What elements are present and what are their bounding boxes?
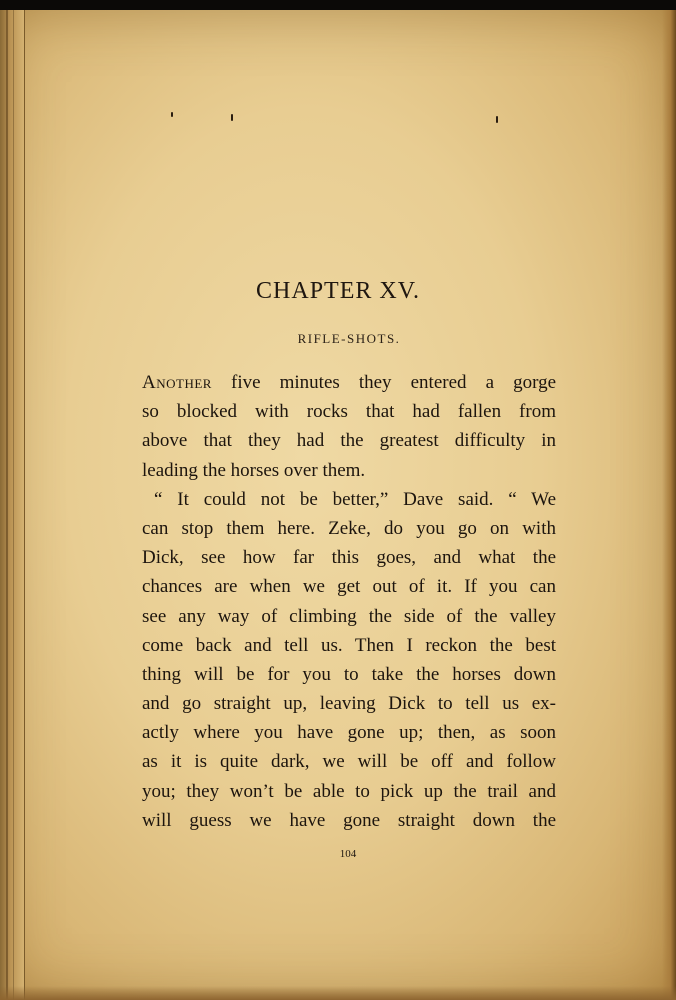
ink-speck <box>496 116 498 123</box>
text-line: Dick, see how far this goes, and what the <box>142 547 556 569</box>
text-line-content: five minutes they entered a gorge <box>211 372 556 393</box>
text-line: thing will be for you to take the horses down <box>142 663 556 685</box>
text-line: actly where you have gone up; then, as soon <box>142 722 556 744</box>
text-line: leading the horses over them. <box>142 459 366 481</box>
text-line: so blocked with rocks that had fallen from <box>142 401 556 423</box>
text-line: can stop them here. Zeke, do you go on with <box>142 517 556 539</box>
page-number: 104 <box>339 848 357 860</box>
text-line: “ It could not be better,” Dave said. “ We <box>154 488 556 510</box>
page-bottom-edge <box>0 986 676 1000</box>
chapter-subtitle: RIFLE-SHOTS. <box>297 331 401 346</box>
ink-speck <box>231 114 233 121</box>
body-text <box>142 368 556 835</box>
text-line: as it is quite dark, we will be off and follow <box>142 751 556 773</box>
top-border <box>0 0 676 10</box>
text-line: you; they won’t be able to pick up the trail and <box>142 780 556 802</box>
text-line: above that they had the greatest difficulty in <box>142 430 556 452</box>
lead-word: Another <box>142 372 212 393</box>
text-line: see any way of climbing the side of the valley <box>142 605 556 627</box>
chapter-title: CHAPTER XV. <box>256 278 420 304</box>
text-line <box>142 368 556 397</box>
text-line: come back and tell us. Then I reckon the best <box>142 634 556 656</box>
text-line: and go straight up, leaving Dick to tell us ex- <box>142 693 556 715</box>
ink-speck <box>171 112 173 117</box>
text-line: chances are when we get out of it. If you can <box>142 576 556 598</box>
book-page <box>0 10 676 1000</box>
text-line: will guess we have gone straight down the <box>142 809 556 831</box>
